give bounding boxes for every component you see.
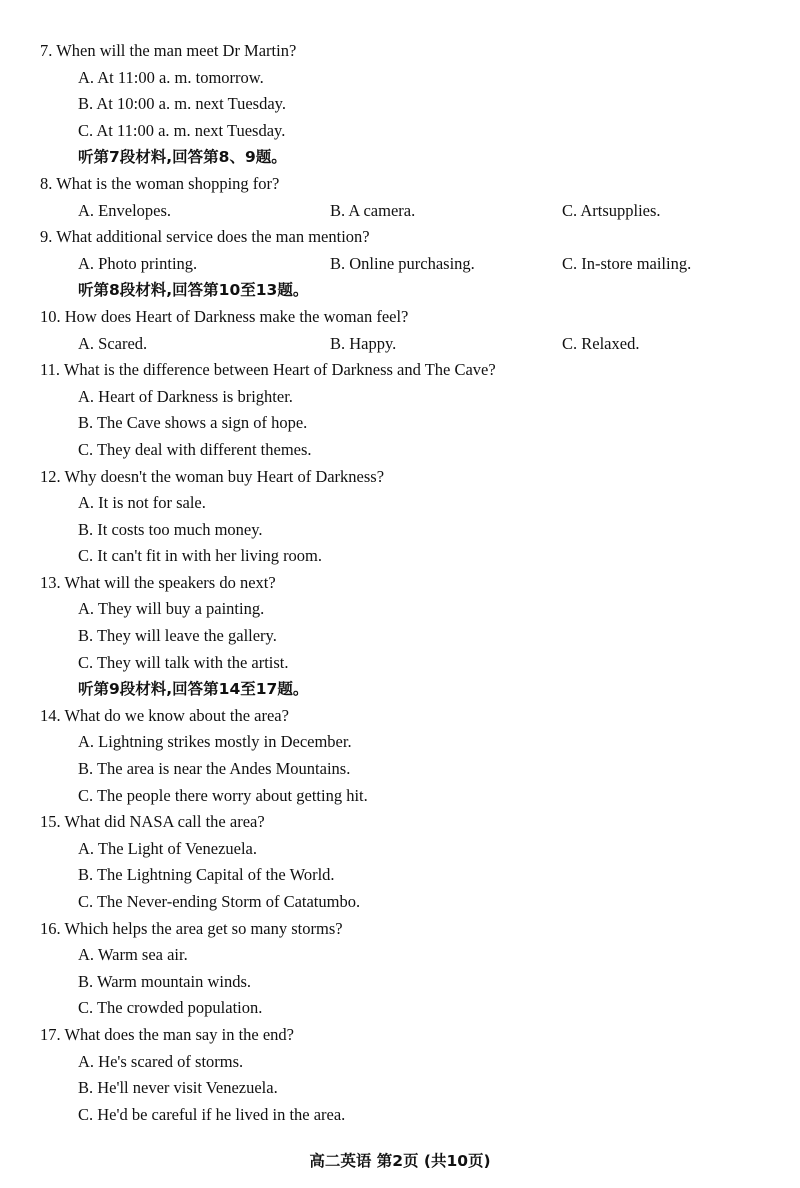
option-17b: B. He'll never visit Venezuela. [78, 1078, 278, 1098]
option-11b: B. The Cave shows a sign of hope. [78, 413, 308, 433]
option-8b: B. A camera. [330, 200, 416, 220]
section-heading-9: 听第9段材料,回答第14至17题。 [78, 680, 309, 699]
question-16: 16. Which helps the area get so many storms? [40, 918, 343, 938]
option-7c: C. At 11:00 a. m. next Tuesday. [78, 120, 286, 140]
option-12a: A. It is not for sale. [78, 493, 206, 513]
option-13a: A. They will buy a painting. [78, 599, 265, 619]
page-footer: 高二英语 第2页 (共10页) [309, 1152, 491, 1170]
option-17c: C. He'd be careful if he lived in the area. [78, 1104, 346, 1124]
option-10a: A. Scared. [78, 333, 148, 353]
option-12b: B. It costs too much money. [78, 519, 263, 539]
option-11c: C. They deal with different themes. [78, 439, 312, 459]
option-11a: A. Heart of Darkness is brighter. [78, 386, 293, 406]
option-14a: A. Lightning strikes mostly in December. [78, 732, 352, 752]
option-14b: B. The area is near the Andes Mountains. [78, 759, 351, 779]
option-15a: A. The Light of Venezuela. [78, 838, 258, 858]
option-16c: C. The crowded population. [78, 998, 263, 1018]
option-8c: C. Artsupplies. [562, 200, 661, 220]
option-14c: C. The people there worry about getting hit. [78, 785, 368, 805]
question-12: 12. Why doesn't the woman buy Heart of Darkness? [40, 466, 385, 486]
option-8a: A. Envelopes. [78, 200, 172, 220]
section-heading-8: 听第8段材料,回答第10至13题。 [78, 281, 309, 300]
option-16b: B. Warm mountain winds. [78, 971, 251, 991]
option-17a: A. He's scared of storms. [78, 1051, 244, 1071]
option-10b: B. Happy. [330, 333, 397, 353]
question-11: 11. What is the difference between Heart of Darkness and The Cave? [40, 360, 496, 380]
option-15b: B. The Lightning Capital of the World. [78, 865, 335, 885]
section-heading-7: 听第7段材料,回答第8、9题。 [78, 148, 287, 167]
option-16a: A. Warm sea air. [78, 945, 188, 965]
question-7: 7. When will the man meet Dr Martin? [40, 41, 297, 60]
option-9a: A. Photo printing. [78, 253, 198, 273]
question-14: 14. What do we know about the area? [40, 705, 289, 725]
question-8: 8. What is the woman shopping for? [40, 173, 280, 193]
options-9 [40, 251, 780, 278]
option-7a: A. At 11:00 a. m. tomorrow. [78, 67, 264, 87]
option-15c: C. The Never-ending Storm of Catatumbo. [78, 892, 361, 911]
question-9: 9. What additional service does the man mention? [40, 227, 370, 247]
option-12c: C. It can't fit in with her living room. [78, 546, 323, 566]
question-13: 13. What will the speakers do next? [40, 572, 276, 592]
option-13c: C. They will talk with the artist. [78, 652, 289, 672]
option-9c: C. In-store mailing. [562, 253, 692, 273]
question-17: 17. What does the man say in the end? [40, 1024, 295, 1044]
question-15: 15. What did NASA call the area? [40, 812, 265, 832]
question-10: 10. How does Heart of Darkness make the woman feel? [40, 306, 409, 326]
options-8 [40, 198, 780, 225]
option-10c: C. Relaxed. [562, 333, 640, 353]
option-9b: B. Online purchasing. [330, 253, 475, 273]
option-13b: B. They will leave the gallery. [78, 626, 277, 646]
option-7b: B. At 10:00 a. m. next Tuesday. [78, 94, 286, 114]
options-10 [40, 331, 780, 358]
